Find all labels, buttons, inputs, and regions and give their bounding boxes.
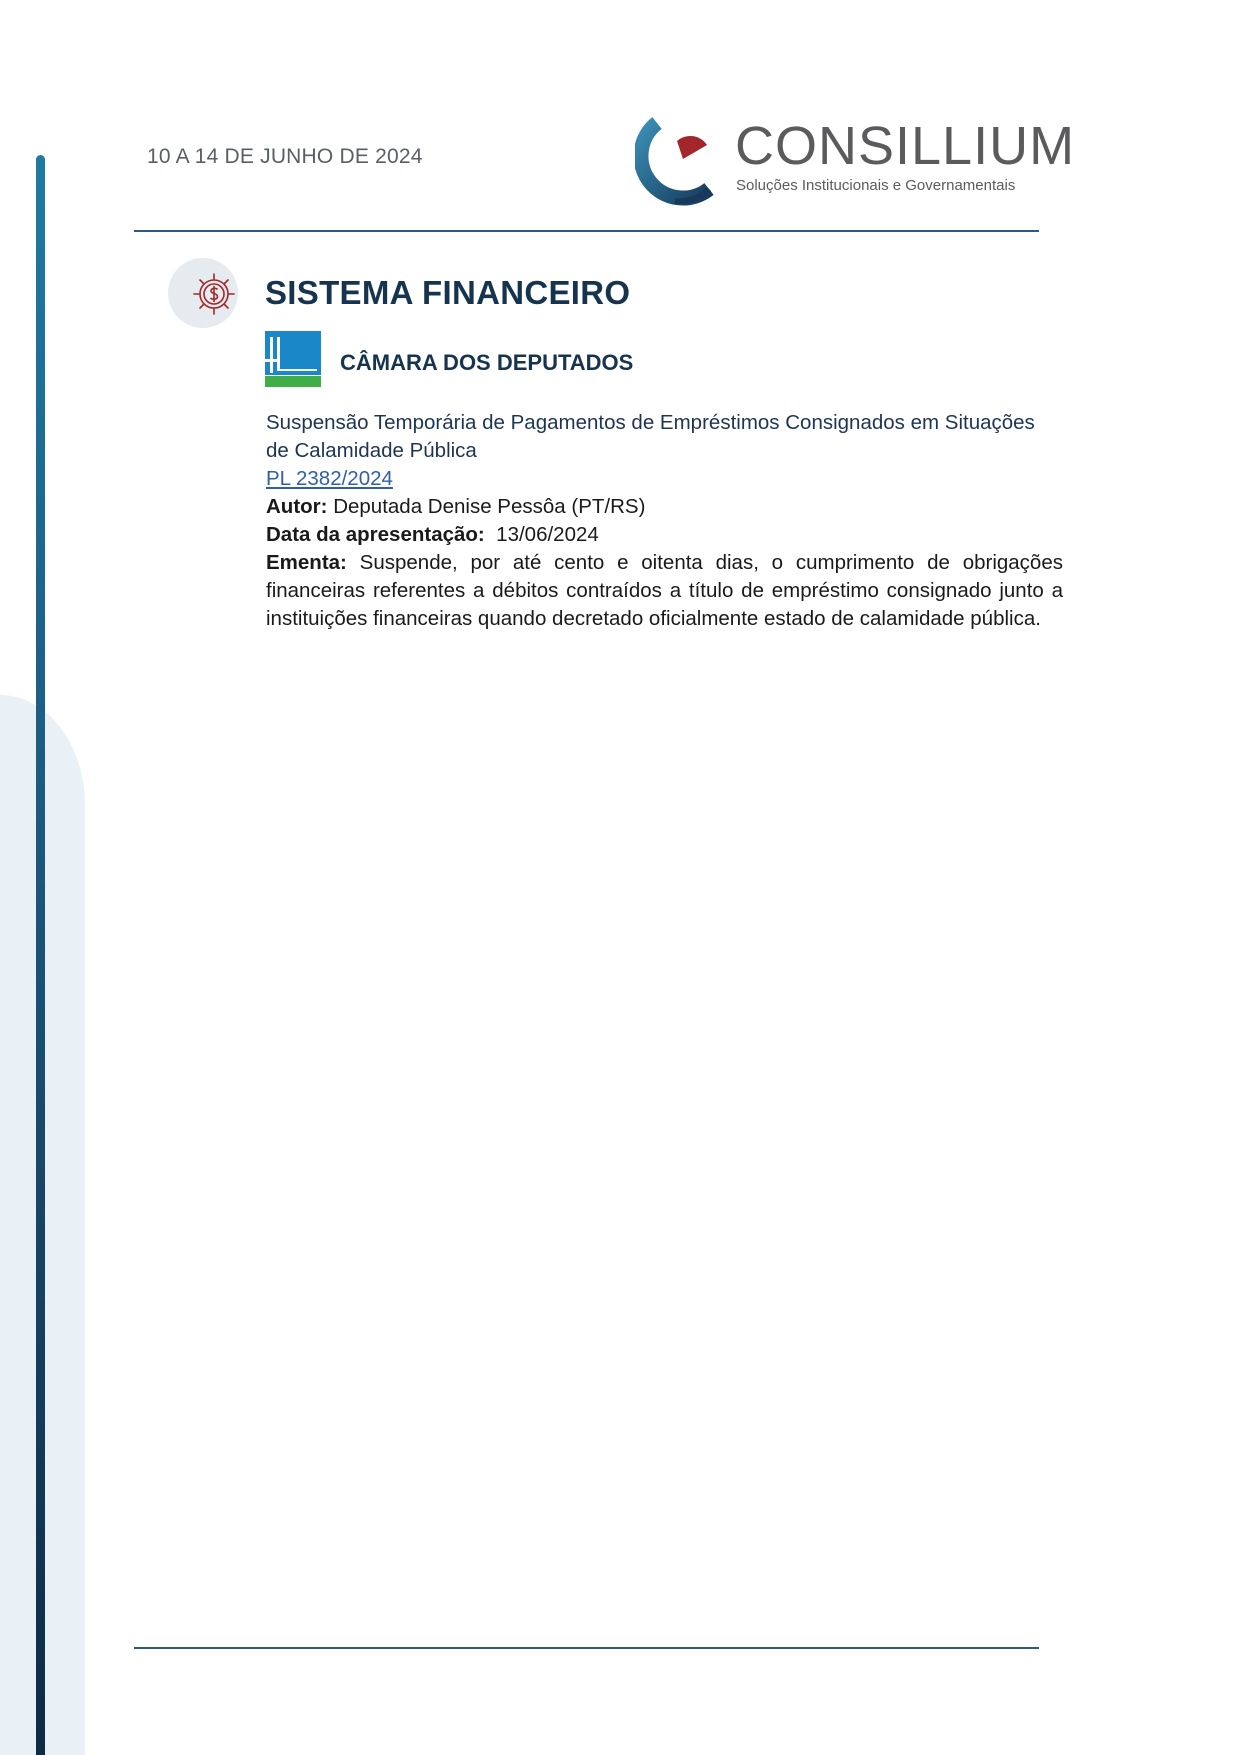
consillium-logo-tagline: Soluções Institucionais e Governamentais bbox=[736, 177, 1016, 194]
section-icon-badge bbox=[168, 258, 238, 328]
bill-date: 13/06/2024 bbox=[496, 523, 599, 546]
house-name: CÂMARA DOS DEPUTADOS bbox=[340, 350, 634, 375]
bill-date-line bbox=[266, 521, 1063, 549]
section-title: SISTEMA FINANCEIRO bbox=[265, 274, 631, 311]
camara-logo bbox=[265, 331, 321, 387]
side-accent-bar bbox=[36, 155, 45, 1755]
header-date-range: 10 A 14 DE JUNHO DE 2024 bbox=[147, 145, 423, 168]
bill-summary-label: Ementa: bbox=[266, 551, 347, 574]
consillium-logo-text: CONSILLIUM bbox=[735, 116, 1076, 176]
bill-title: Suspensão Temporária de Pagamentos de Empréstimos Consignados em Situações de Calamidade Pública bbox=[266, 411, 1035, 462]
bill-summary: Suspende, por até cento e oitenta dias, o cumprimento de obrigações financeiras referentes a débitos contraídos a título de empréstimo consignado junto a instituições financeiras quando decretado oficialmente estado de calamidade pública. bbox=[266, 551, 1063, 630]
bill-entry bbox=[266, 409, 1063, 633]
bill-link[interactable]: PL 2382/2024 bbox=[266, 467, 393, 490]
consillium-logo bbox=[635, 116, 1076, 212]
gear-dollar-icon bbox=[190, 270, 238, 318]
consillium-logo-mark-icon bbox=[635, 117, 727, 209]
footer-divider bbox=[134, 1647, 1039, 1649]
header-divider bbox=[134, 230, 1039, 232]
bill-author-line bbox=[266, 493, 1063, 521]
bill-summary-line bbox=[266, 549, 1063, 633]
bill-author: Deputada Denise Pessôa (PT/RS) bbox=[333, 495, 646, 518]
bill-author-label: Autor: bbox=[266, 495, 328, 518]
bill-date-label: Data da apresentação: bbox=[266, 523, 485, 546]
